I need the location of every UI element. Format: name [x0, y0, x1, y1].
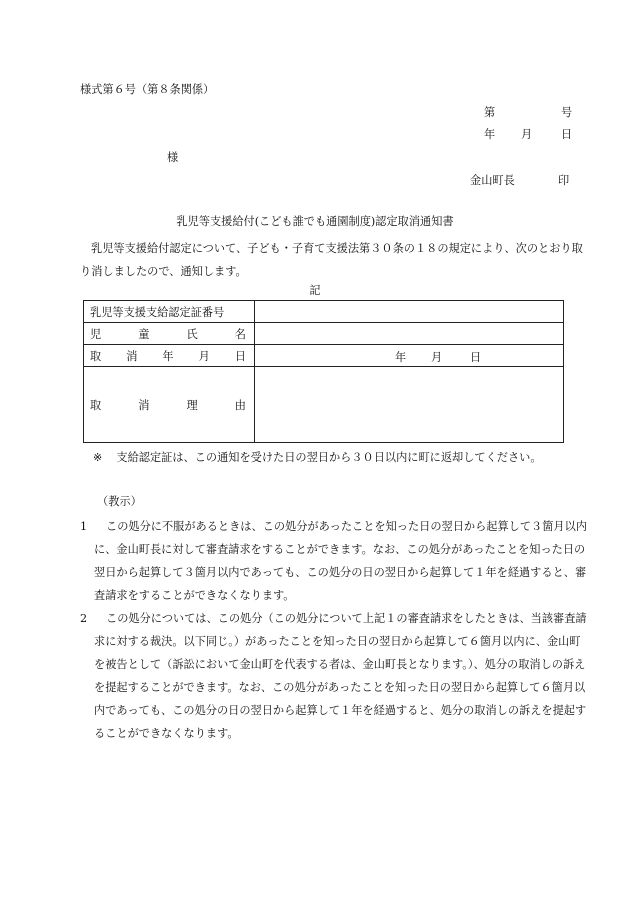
issue-date-month: 月: [521, 128, 533, 141]
certificate-number-field: [255, 301, 564, 323]
table-row: [84, 301, 564, 323]
issue-date-day: 日: [561, 128, 573, 141]
label-char: 日: [234, 349, 246, 363]
seal-mark: 印: [558, 174, 570, 187]
cancel-date-label: [84, 345, 255, 367]
label-char: 氏: [186, 327, 198, 341]
label-char: 年: [162, 349, 174, 363]
label-char: 取: [90, 349, 102, 363]
list-item: [80, 607, 590, 745]
child-name-field: [255, 323, 564, 345]
label-char: 名: [234, 327, 246, 341]
label-char: 童: [138, 327, 150, 341]
cancel-date-month: 月: [431, 351, 443, 364]
label-char: 月: [198, 349, 210, 363]
label-char: 取: [90, 398, 102, 412]
instruction-heading: （教示）: [97, 495, 142, 508]
table-row: [84, 345, 564, 367]
cancel-date-field: [255, 345, 564, 367]
document-number-suffix: 号: [561, 106, 573, 119]
label-char: 消: [126, 349, 138, 363]
label-char: 由: [234, 398, 246, 412]
table-row: [84, 367, 564, 443]
cancel-reason-field: [255, 367, 564, 443]
list-item-number: 1: [80, 520, 88, 533]
instruction-list: [80, 515, 590, 745]
label-char: 消: [138, 398, 150, 412]
child-name-label: [84, 323, 255, 345]
list-item-text: この処分については、この処分（この処分について上記１の審査請求をしたときは、当該審査請求に対する裁決。以下同じ。）があったことを知った日の翌日から起算して６箇月以内に、金山町を被告として（訴訟において金山町を代表する者は、金山町長となります。）、処分の取消しの訴えを提起することができます。なお、この処分があったことを知った日の翌日から起算して６箇月以内であっても、この処分の日の翌日から起算して１年を経過すると、処分の取消しの訴えを提起することができなくなります。: [94, 612, 587, 740]
list-item-number: 2: [80, 612, 88, 625]
form-number: 様式第６号（第８条関係）: [80, 83, 215, 96]
list-item: [80, 515, 590, 607]
cancel-reason-label: [84, 367, 255, 443]
issuer-name: 金山町長: [470, 174, 515, 187]
intro-paragraph: 乳児等支援給付認定について、子ども・子育て支援法第３０条の１８の規定により、次のとおり取り消しましたので、通知します。: [80, 242, 583, 278]
label-char: 児: [90, 327, 102, 341]
list-item-text: この処分に不服があるときは、この処分があったことを知った日の翌日から起算して３箇月以内に、金山町長に対して審査請求をすることができます。なお、この処分があったことを知った日の翌日から起算して３箇月以内であっても、この処分の日の翌日から起算して１年を経過すると、審査請求をすることができなくなります。: [94, 520, 587, 602]
cancel-date-day: 日: [470, 351, 482, 364]
addressee-suffix: 様: [167, 151, 179, 164]
document-title: 乳児等支援給付(こども誰でも通園制度)認定取消通知書: [176, 215, 454, 228]
note-text: 支給認定証は、この通知を受けた日の翌日から３０日以内に町に返却してください。: [116, 451, 542, 464]
certificate-number-label: 乳児等支援支給認定証番号: [84, 301, 255, 323]
issue-date-year: 年: [484, 128, 496, 141]
note-mark: ※: [93, 451, 103, 464]
label-char: 理: [186, 398, 198, 412]
table-row: [84, 323, 564, 345]
record-heading: 記: [309, 284, 321, 297]
document-number-prefix: 第: [484, 106, 496, 119]
cancel-date-year: 年: [395, 351, 407, 364]
return-note: [93, 452, 542, 463]
record-table: [83, 300, 564, 443]
